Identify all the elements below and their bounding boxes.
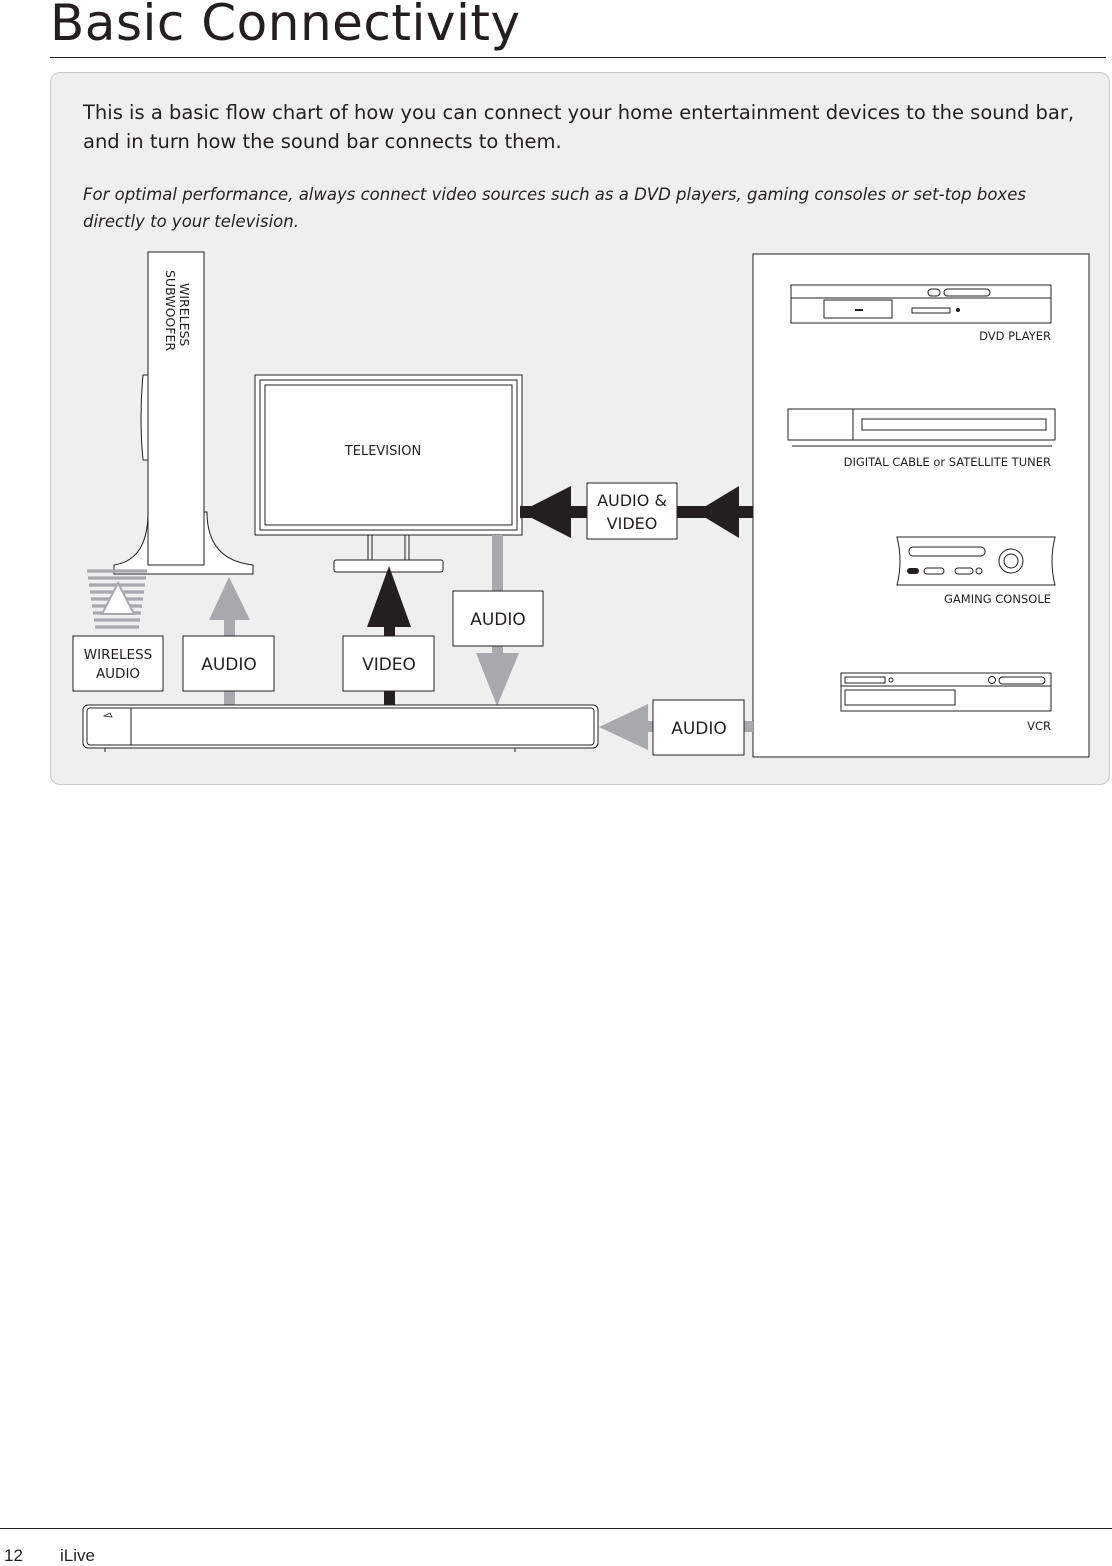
wireless-audio-label-box xyxy=(73,636,163,691)
gaming-console-label: GAMING CONSOLE xyxy=(944,592,1051,606)
television-label: TELEVISION xyxy=(344,444,422,459)
sources-to-soundbar-arrow-head xyxy=(599,704,648,750)
gaming-console-illustration xyxy=(897,537,1055,585)
sources-audio-label: AUDIO xyxy=(671,719,727,739)
soundbar-to-subwoofer-arrow-head xyxy=(209,577,250,620)
wireless-audio-label-line2: AUDIO xyxy=(95,666,141,682)
soundbar-to-tv-arrow-head xyxy=(367,566,411,627)
vcr-label: VCR xyxy=(1027,719,1051,733)
page-number: 12 xyxy=(4,1546,23,1565)
subwoofer-label-line1: WIRELESS xyxy=(177,283,192,347)
performance-note: For optimal performance, always connect video sources such as a DVD players, gaming consoles or set-top boxes directly to your television. xyxy=(83,185,1026,231)
dvd-player-label: DVD PLAYER xyxy=(979,329,1051,343)
intro-paragraph: This is a basic flow chart of how you can connect your home entertainment devices to the sound bar, and in turn how the sound bar connects to them. xyxy=(83,101,1075,153)
sources-to-tv-arrow-head-1 xyxy=(520,486,571,538)
page-title: Basic Connectivity xyxy=(50,0,521,52)
television-illustration xyxy=(255,375,522,572)
tv-to-soundbar-arrow-head xyxy=(476,653,519,706)
vcr-illustration xyxy=(841,673,1051,711)
dvd-player-illustration xyxy=(791,285,1051,323)
footer-divider xyxy=(0,1528,1112,1529)
cable-tuner-label: DIGITAL CABLE or SATELLITE TUNER xyxy=(843,455,1051,469)
sources-to-tv-arrow-head-2 xyxy=(696,486,739,538)
audio-video-label-line2: VIDEO xyxy=(606,514,658,533)
brand-name: iLive xyxy=(60,1546,95,1565)
subwoofer-audio-label: AUDIO xyxy=(201,655,257,675)
audio-video-label-line1: AUDIO & xyxy=(597,491,667,510)
subwoofer-label-line2: SUBWOOFER xyxy=(163,270,178,352)
video-label: VIDEO xyxy=(362,655,416,675)
cable-tuner-illustration xyxy=(788,409,1055,446)
tv-audio-label: AUDIO xyxy=(470,610,526,630)
wireless-audio-label-line1: WIRELESS xyxy=(83,647,153,663)
sound-bar-illustration xyxy=(83,705,598,752)
